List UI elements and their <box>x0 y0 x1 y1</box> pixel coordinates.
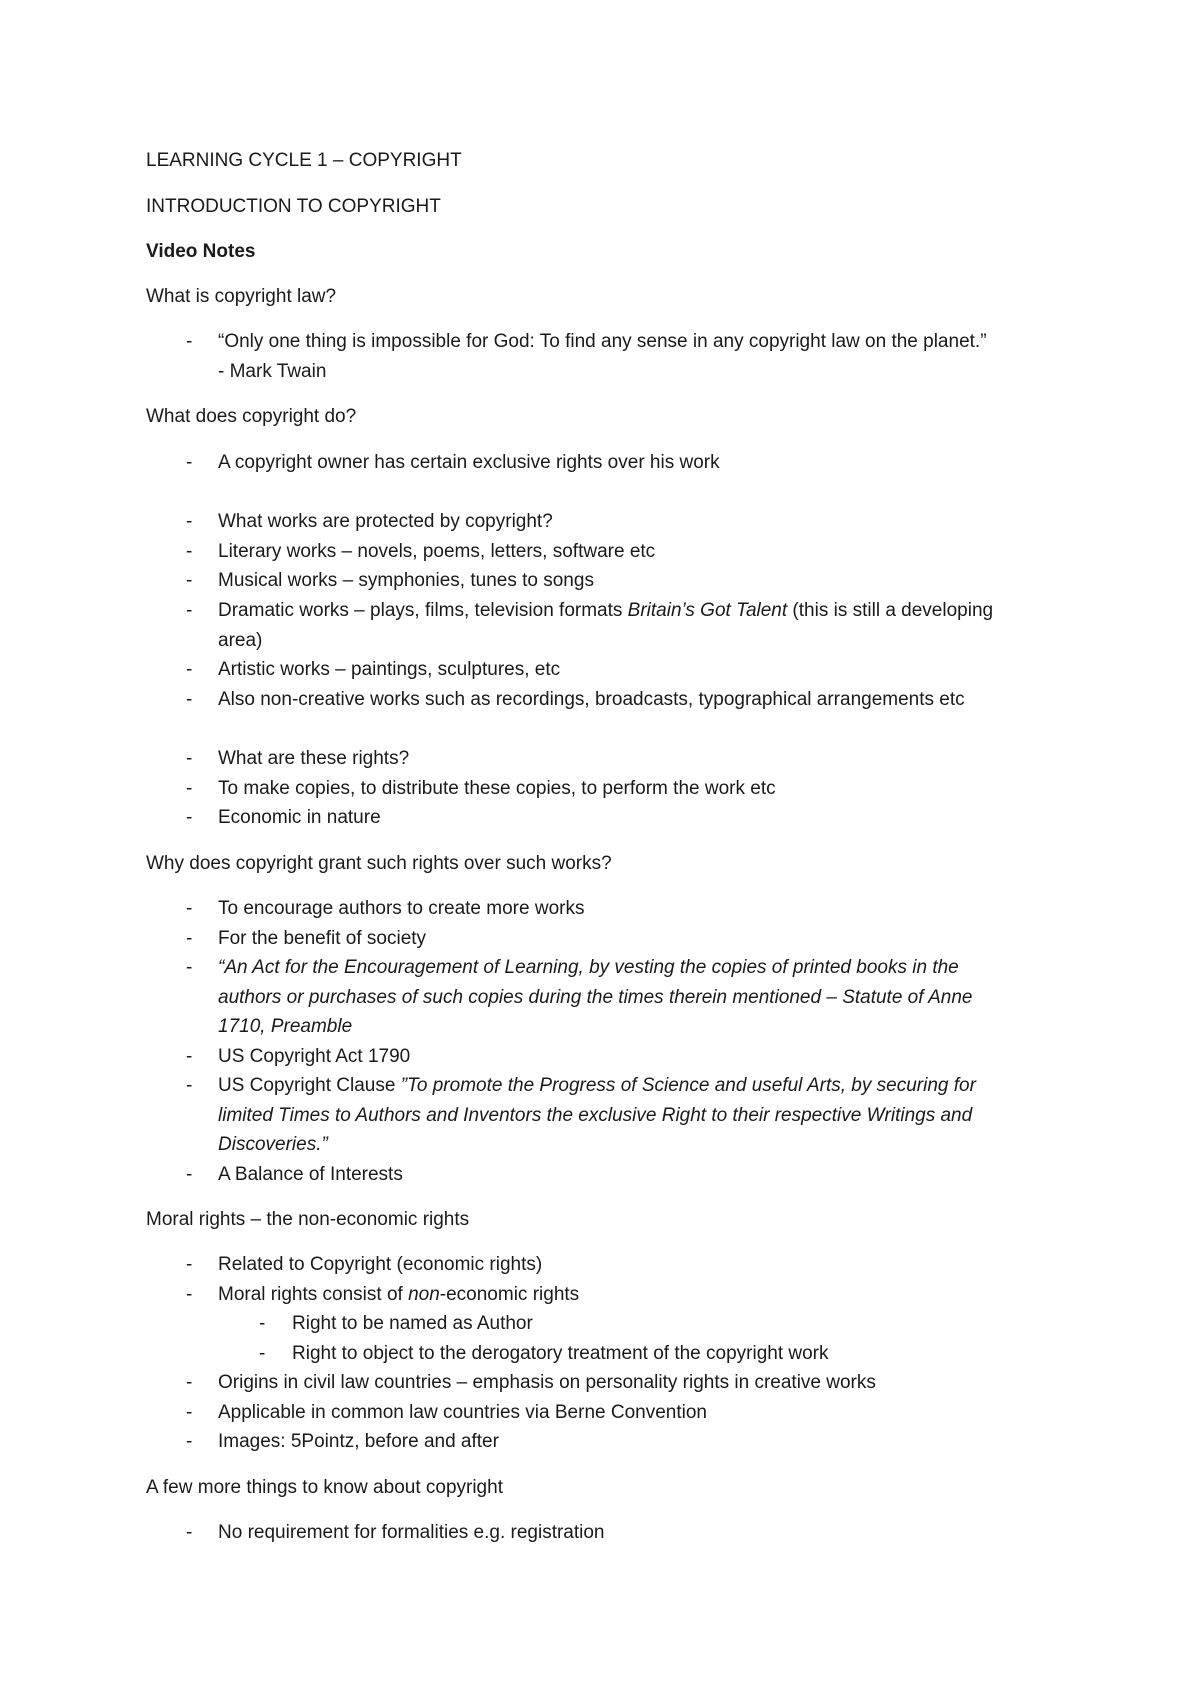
us-clause-label: US Copyright Clause <box>218 1075 401 1096</box>
question-heading: Why does copyright grant such rights over such works? <box>146 853 612 874</box>
dramatic-text-italic: Britain’s Got Talent <box>627 600 788 621</box>
list-item-continuation <box>218 1134 328 1156</box>
list-item <box>218 957 959 979</box>
document-title: LEARNING CYCLE 1 – COPYRIGHT <box>146 150 462 171</box>
bullet-dash: - <box>186 1431 193 1452</box>
list-item: To encourage authors to create more works <box>218 898 585 919</box>
statute-anne-line2: authors or purchases of such copies during the times therein mentioned – Statute of Anne <box>218 987 973 1008</box>
list-item: Economic in nature <box>218 807 381 828</box>
list-item: No requirement for formalities e.g. registration <box>218 1522 605 1543</box>
bullet-dash: - <box>186 570 193 591</box>
list-item: Applicable in common law countries via Berne Convention <box>218 1402 707 1423</box>
dramatic-text-b: (this is still a developing <box>787 600 994 621</box>
bullet-dash: - <box>186 778 193 799</box>
us-clause-line2: limited Times to Authors and Inventors the exclusive Right to their respective Writings and <box>218 1105 973 1126</box>
bullet-dash: - <box>186 452 193 473</box>
bullet-dash: - <box>186 1522 193 1543</box>
bullet-dash: - <box>186 957 193 978</box>
bullet-dash: - <box>186 659 193 680</box>
list-item <box>218 1075 976 1097</box>
us-clause-line1: ”To promote the Progress of Science and useful Arts, by securing for <box>400 1075 976 1096</box>
sub-list-item: Right to object to the derogatory treatment of the copyright work <box>292 1343 829 1364</box>
bullet-dash: - <box>186 1372 193 1393</box>
bullet-dash: - <box>186 1075 193 1096</box>
bullet-dash: - <box>186 1254 193 1275</box>
list-item: Musical works – symphonies, tunes to songs <box>218 570 594 591</box>
consist-text-b: -economic rights <box>439 1284 580 1305</box>
sub-bullet-dash: - <box>259 1343 266 1364</box>
quote-text: “Only one thing is impossible for God: To find any sense in any copyright law on the planet.” <box>218 331 987 352</box>
question-heading: What is copyright law? <box>146 286 337 307</box>
list-item: Also non-creative works such as recordings, broadcasts, typographical arrangements etc <box>218 689 965 710</box>
list-item: US Copyright Act 1790 <box>218 1046 411 1067</box>
statute-anne-line1: “An Act for the Encouragement of Learning, by vesting the copies of printed books in the <box>218 957 959 978</box>
quote-attribution: - Mark Twain <box>218 361 327 382</box>
bullet-dash: - <box>186 1402 193 1423</box>
list-item-continuation <box>218 1105 972 1127</box>
dramatic-text-a: Dramatic works – plays, films, television formats <box>218 600 628 621</box>
list-item: Related to Copyright (economic rights) <box>218 1254 543 1275</box>
question-heading: A few more things to know about copyright <box>146 1477 503 1498</box>
bullet-dash: - <box>186 928 193 949</box>
question-heading: Moral rights – the non-economic rights <box>146 1209 470 1230</box>
list-item <box>218 600 993 622</box>
list-item: Origins in civil law countries – emphasis on personality rights in creative works <box>218 1372 876 1393</box>
bullet-dash: - <box>186 689 193 710</box>
question-heading: What does copyright do? <box>146 406 357 427</box>
list-item: Artistic works – paintings, sculptures, etc <box>218 659 561 680</box>
list-item: For the benefit of society <box>218 928 427 949</box>
consist-text-italic: non <box>408 1284 440 1305</box>
bullet-dash: - <box>186 898 193 919</box>
list-item-continuation <box>218 987 972 1009</box>
bullet-dash: - <box>186 600 193 621</box>
us-clause-line3: Discoveries.” <box>218 1134 328 1155</box>
bullet-dash: - <box>186 541 193 562</box>
list-item-continuation: area) <box>218 630 263 651</box>
statute-anne-line3: 1710, Preamble <box>218 1016 353 1037</box>
list-item <box>218 1284 579 1306</box>
bullet-dash: - <box>186 1046 193 1067</box>
bullet-dash: - <box>186 331 193 352</box>
section-label: Video Notes <box>146 241 256 262</box>
sub-bullet-dash: - <box>259 1313 266 1334</box>
document-subtitle: INTRODUCTION TO COPYRIGHT <box>146 196 441 217</box>
sub-list-item: Right to be named as Author <box>292 1313 533 1334</box>
bullet-dash: - <box>186 748 193 769</box>
list-item: To make copies, to distribute these copies, to perform the work etc <box>218 778 776 799</box>
consist-text-a: Moral rights consist of <box>218 1284 409 1305</box>
bullet-dash: - <box>186 807 193 828</box>
list-item: Images: 5Pointz, before and after <box>218 1431 499 1452</box>
list-item: A copyright owner has certain exclusive rights over his work <box>218 452 720 473</box>
bullet-dash: - <box>186 1164 193 1185</box>
list-item: What works are protected by copyright? <box>218 511 553 532</box>
bullet-dash: - <box>186 1284 193 1305</box>
list-item: A Balance of Interests <box>218 1164 403 1185</box>
list-item-continuation <box>218 1016 352 1038</box>
list-item: What are these rights? <box>218 748 410 769</box>
bullet-dash: - <box>186 511 193 532</box>
list-item: Literary works – novels, poems, letters, software etc <box>218 541 656 562</box>
